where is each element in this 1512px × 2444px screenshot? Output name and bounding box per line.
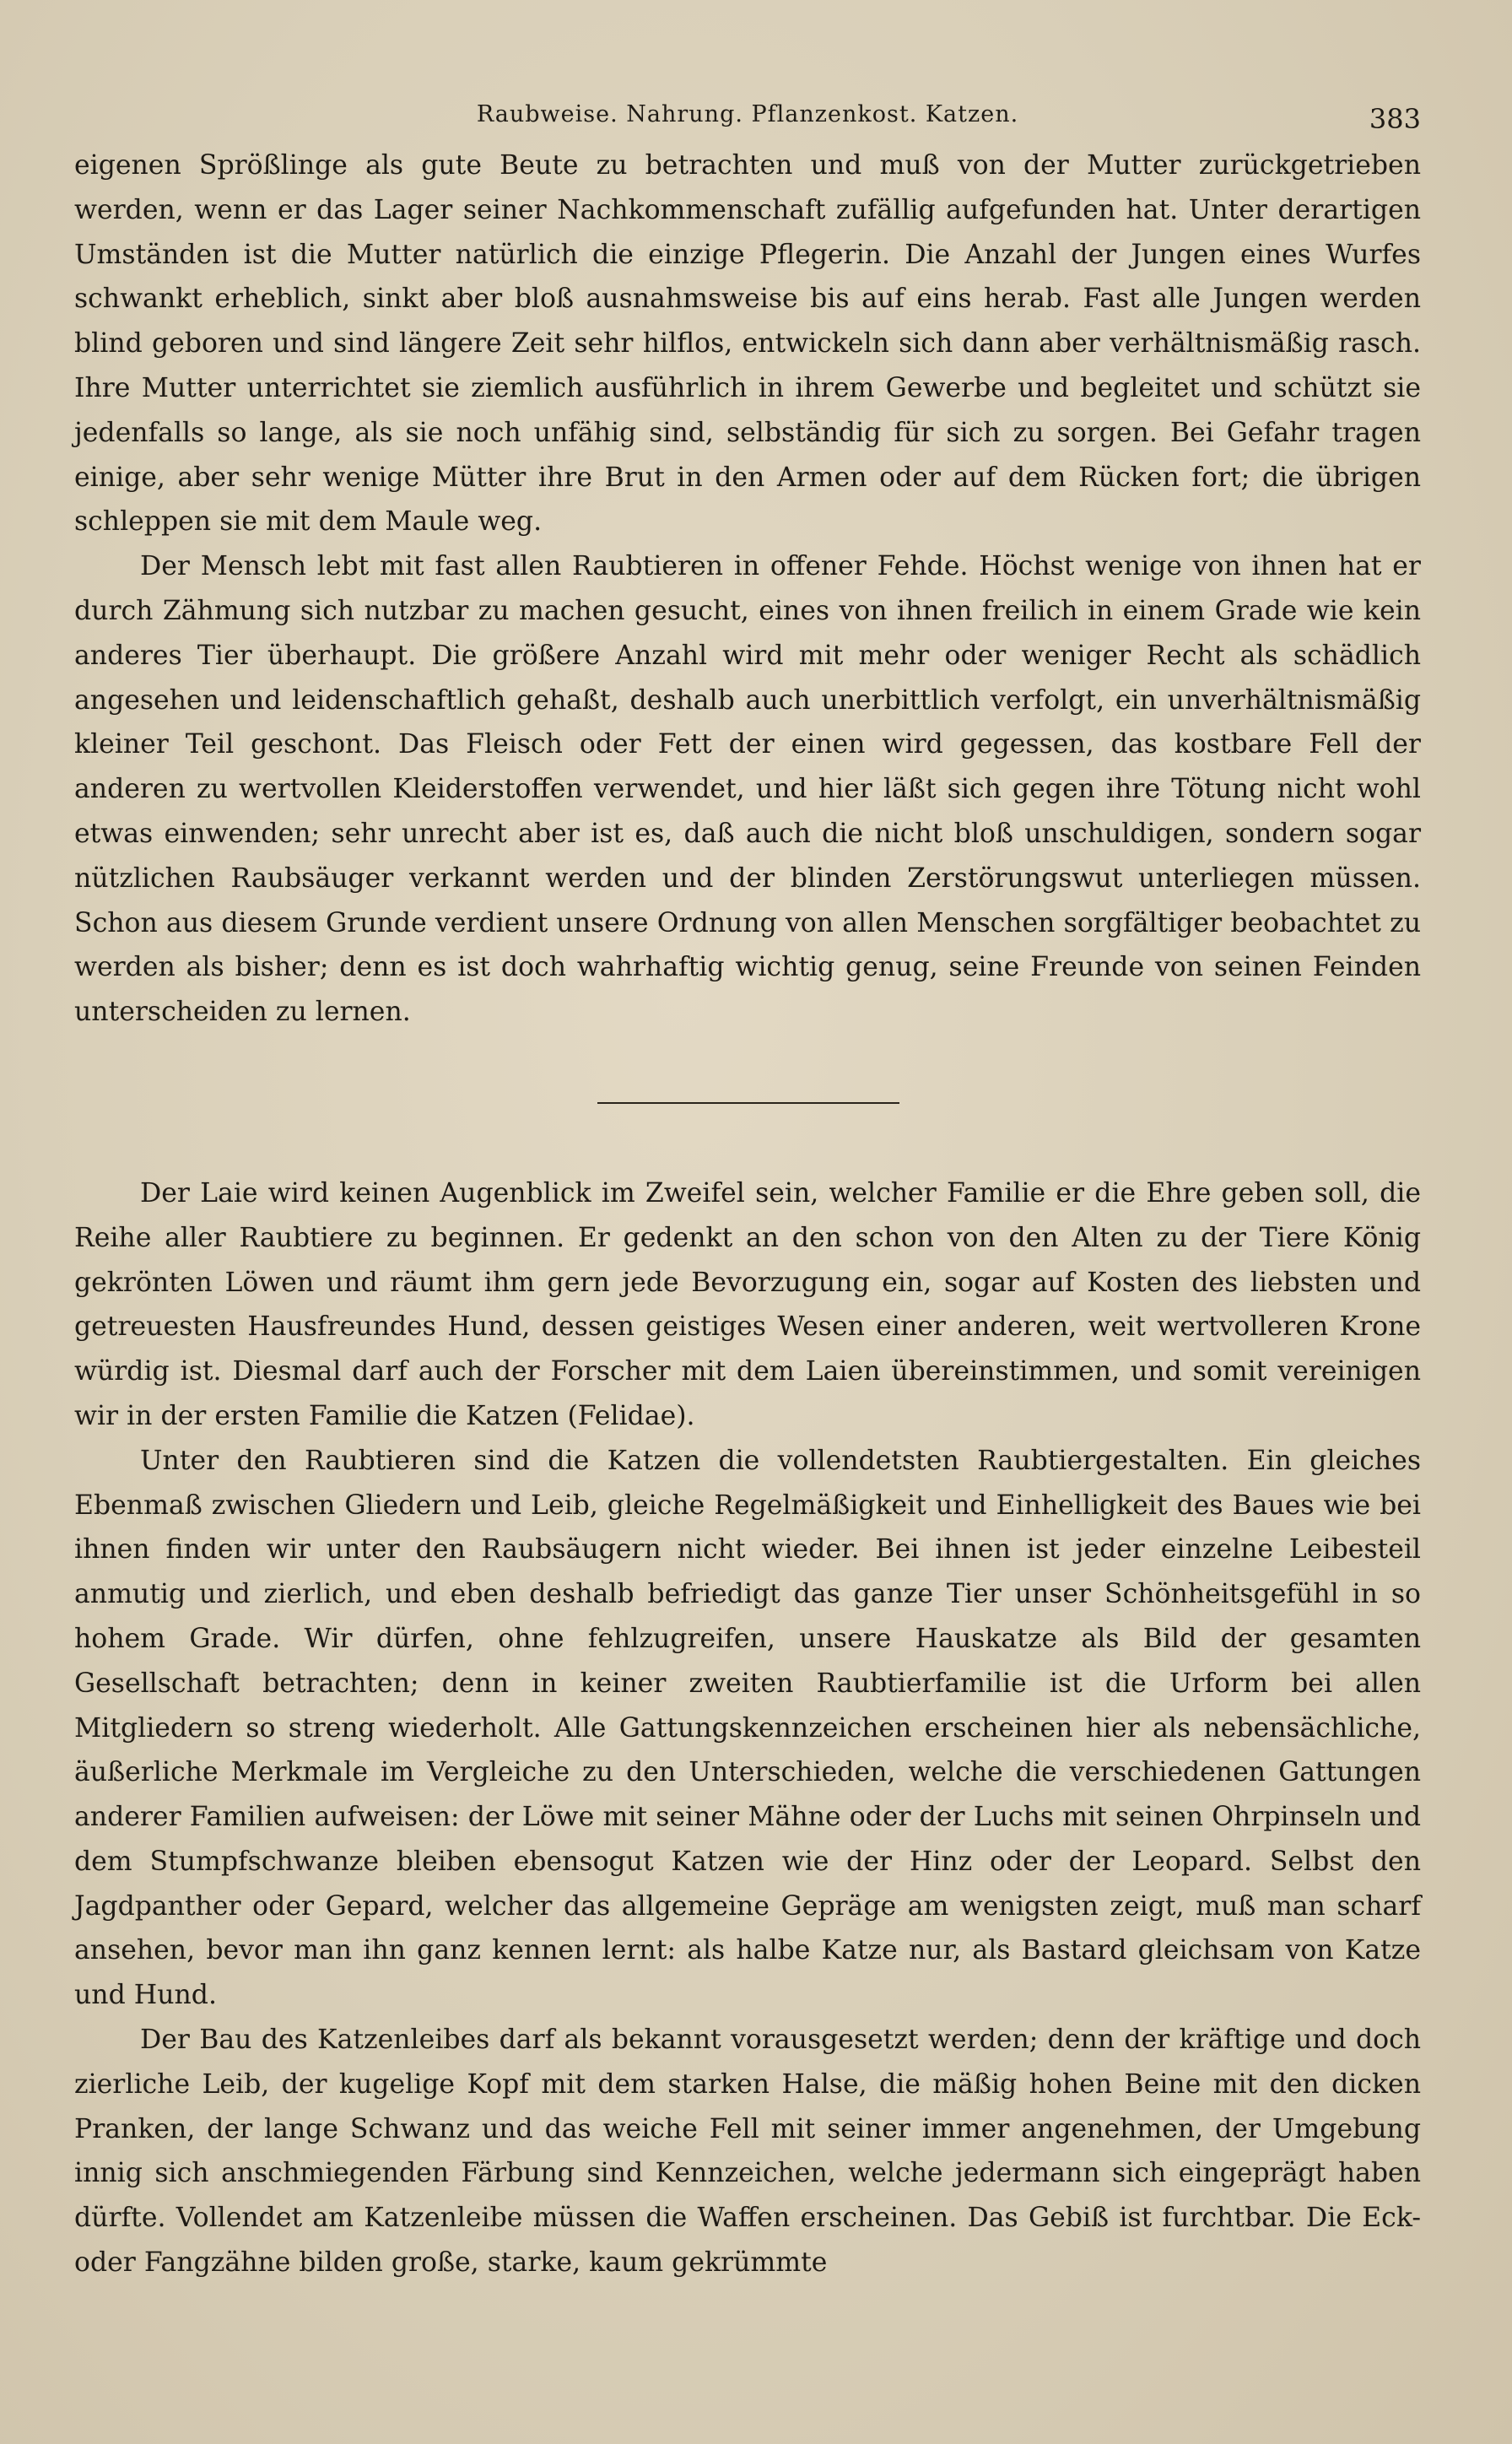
paragraph: Der Mensch lebt mit fast allen Raubtieren in offener Fehde. Höchst wenige von ihnen hat er durch Zähmung sich nutzbar zu machen gesucht, eines von ihnen freilich in einem Grade wie kein anderes Tier überhaupt. Die größere Anzahl wird mit mehr oder weniger Recht als schädlich angesehen und leidenschaftlich gehaßt, deshalb auch unerbittlich verfolgt, ein unverhältnismäßig kleiner Teil geschont. Das Fleisch oder Fett der einen wird gegessen, das kostbare Fell der anderen zu wertvollen Kleiderstoffen verwendet, und hier läßt sich gegen ihre Tötung nicht wohl etwas einwenden; sehr unrecht aber ist es, daß auch die nicht bloß unschuldigen, sondern sogar nützlichen Raubsäuger verkannt werden und der blinden Zerstörungswut unterliegen müssen. Schon aus diesem Grunde verdient unsere Ordnung von allen Menschen sorgfältiger beobachtet zu werden als bisher; denn es ist doch wahrhaftig wichtig genug, seine Freunde von seinen Feinden unterscheiden zu lernen. (74, 551, 1421, 1028)
running-head: Raubweise. Nahrung. Pflanzenkost. Katzen. (476, 101, 1019, 127)
paragraph: Unter den Raubtieren sind die Katzen die vollendetsten Raubtiergestalten. Ein gleiches Ebenmaß zwischen Gliedern und Leib, gleiche Regelmäßigkeit und Einhelligkeit des Baues wie bei ihnen finden wir unter den Raubsäugern nicht wieder. Bei ihnen ist jeder einzelne Leibesteil anmutig und zierlich, und eben deshalb befriedigt das ganze Tier unser Schönheitsgefühl in so hohem Grade. Wir dürfen, ohne fehlzugreifen, unsere Hauskatze als Bild der gesamten Gesellschaft betrachten; denn in keiner zweiten Raubtierfamilie ist die Urform bei allen Mitgliedern so streng wiederholt. Alle Gattungskennzeichen erscheinen hier als nebensächliche, äußerliche Merkmale im Vergleiche zu den Unterschieden, welche die verschiedenen Gattungen anderer Familien aufweisen: der Löwe mit seiner Mähne oder der Luchs mit seinen Ohrpinseln und dem Stumpfschwanze bleiben ebensogut Katzen wie der Hinz oder der Leopard. Selbst den Jagdpanther oder Gepard, welcher das allgemeine Gepräge am wenigsten zeigt, muß man scharf ansehen, bevor man ihn ganz kennen lernt: als halbe Katze nur, als Bastard gleichsam von Katze und Hund. (74, 1445, 1421, 2011)
page-header (74, 84, 1421, 143)
page-number: 383 (1369, 103, 1421, 135)
divider-rule (597, 1102, 899, 1104)
paragraph: Der Bau des Katzenleibes darf als bekannt vorausgesetzt werden; denn der kräftige und doch zierliche Leib, der kugelige Kopf mit dem starken Halse, die mäßig hohen Beine mit den dicken Pranken, der lange Schwanz und das weiche Fell mit seiner immer angenehmen, der Umgebung innig sich anschmiegenden Färbung sind Kennzeichen, welche jedermann sich eingeprägt haben dürfte. Vollendet am Katzenleibe müssen die Waffen erscheinen. Das Gebiß ist furchtbar. Die Eck- oder Fangzähne bilden große, starke, kaum gekrümmte (74, 2025, 1421, 2279)
section-divider (74, 1035, 1421, 1171)
paragraph: Der Laie wird keinen Augenblick im Zweifel sein, welcher Familie er die Ehre geben soll, die Reihe aller Raubtiere zu beginnen. Er gedenkt an den schon von den Alten zu der Tiere König gekrönten Löwen und räumt ihm gern jede Bevorzugung ein, sogar auf Kosten des liebsten und getreuesten Hausfreundes Hund, dessen geistiges Wesen einer anderen, weit wertvolleren Krone würdig ist. Diesmal darf auch der Forscher mit dem Laien übereinstimmen, und somit vereinigen wir in der ersten Familie die Katzen (Felidae). (74, 1177, 1421, 1431)
text-block-bottom (74, 1171, 1421, 2285)
paragraph: eigenen Sprößlinge als gute Beute zu betrachten und muß von der Mutter zurückgetrieben werden, wenn er das Lager seiner Nachkommenschaft zufällig aufgefunden hat. Unter derartigen Umständen ist die Mutter natürlich die einzige Pflegerin. Die Anzahl der Jungen eines Wurfes schwankt erheblich, sinkt aber bloß ausnahmsweise bis auf eins herab. Fast alle Jungen werden blind geboren und sind längere Zeit sehr hilflos, entwickeln sich dann aber verhältnismäßig rasch. Ihre Mutter unterrichtet sie ziemlich ausführlich in ihrem Gewerbe und begleitet und schützt sie jedenfalls so lange, als sie noch unfähig sind, selbständig für sich zu sorgen. Bei Gefahr tragen einige, aber sehr wenige Mütter ihre Brut in den Armen oder auf dem Rücken fort; die übrigen schleppen sie mit dem Maule weg. (74, 150, 1421, 538)
book-page (74, 84, 1421, 2397)
text-block-top (74, 143, 1421, 1035)
